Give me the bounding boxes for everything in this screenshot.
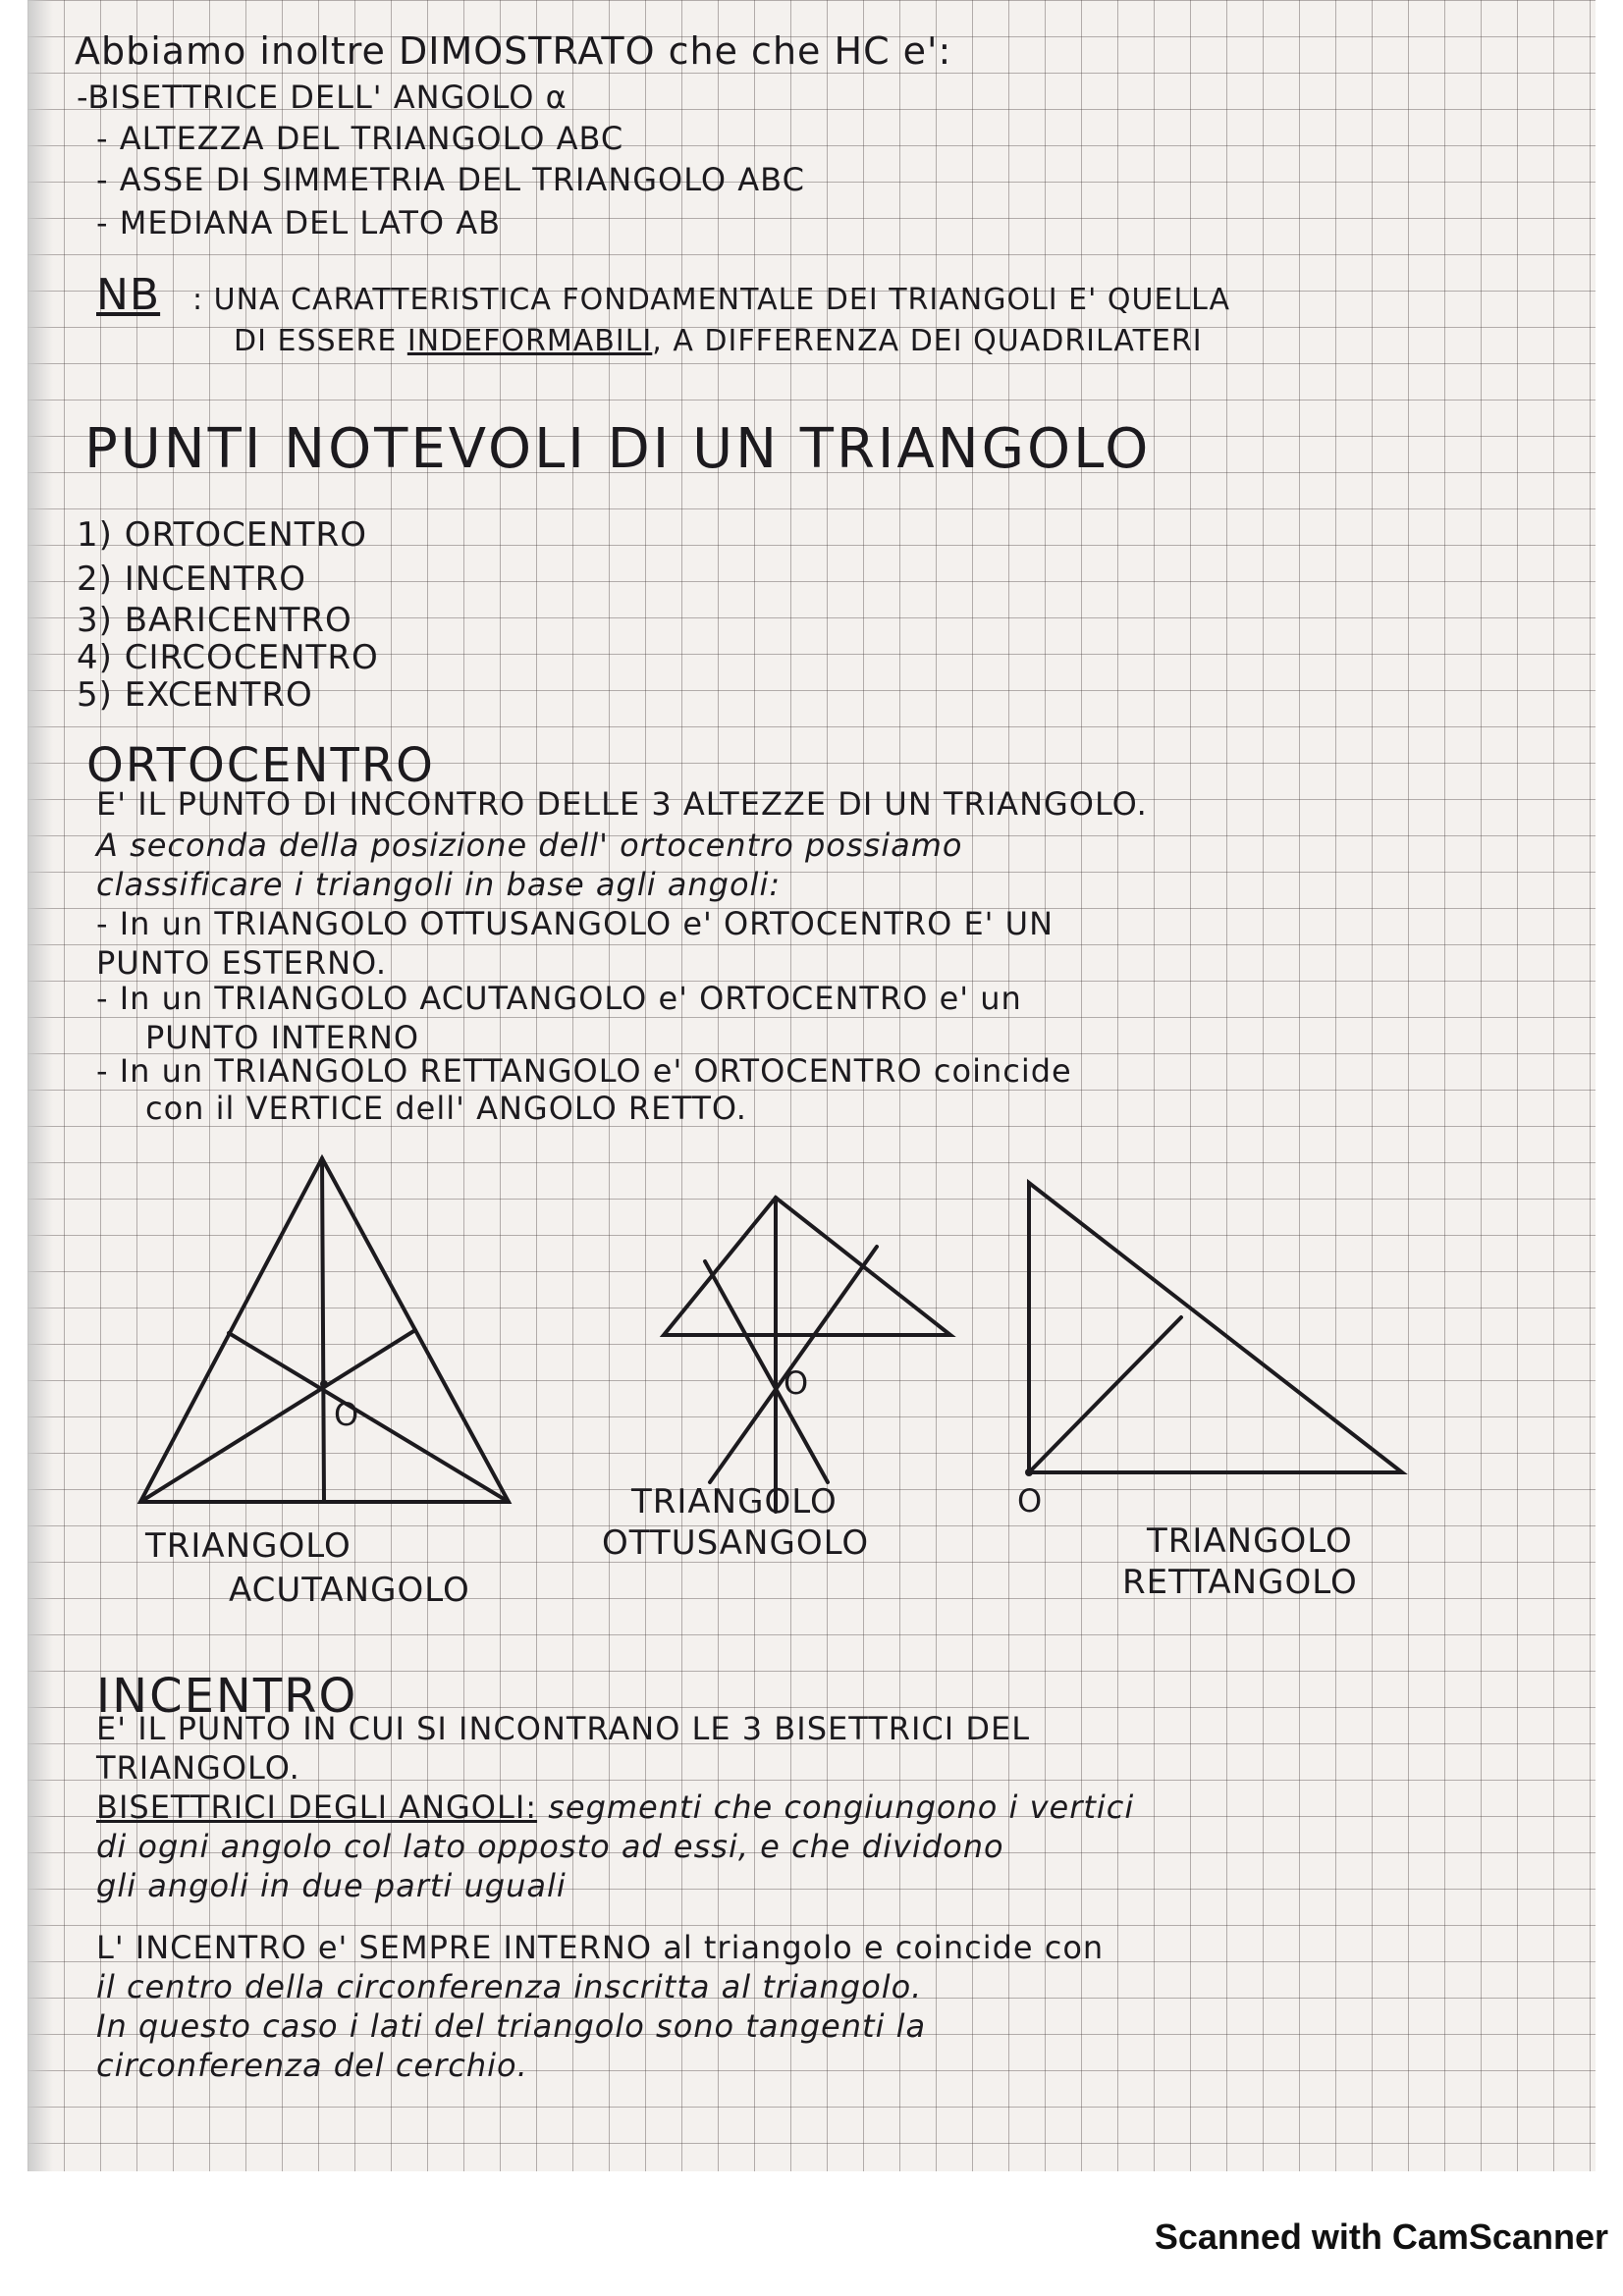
incentro-def-label: BISETTRICI DEGLI ANGOLI: bbox=[96, 1789, 538, 1826]
punti-item: 4) CIRCOCENTRO bbox=[77, 638, 379, 677]
ortocentro-line: classificare i triangoli in base agli angoli: bbox=[96, 866, 782, 903]
intro-item: - ALTEZZA DEL TRIANGOLO ABC bbox=[96, 120, 624, 157]
punti-item: 5) EXCENTRO bbox=[77, 675, 313, 715]
acute-caption: TRIANGOLO bbox=[145, 1526, 352, 1566]
ortocentro-line: - In un TRIANGOLO OTTUSANGOLO e' ORTOCENTRO E' UN bbox=[96, 905, 1054, 942]
scanner-watermark: Scanned with CamScanner bbox=[1154, 2216, 1608, 2257]
intro-item: - ASSE DI SIMMETRIA DEL TRIANGOLO ABC bbox=[96, 161, 805, 198]
incentro-line: TRIANGOLO. bbox=[96, 1749, 300, 1787]
right-altitude bbox=[1029, 1317, 1181, 1472]
intro-item: - MEDIANA DEL LATO AB bbox=[96, 204, 502, 241]
nb-line1: : UNA CARATTERISTICA FONDAMENTALE DEI TRIANGOLI E' QUELLA bbox=[192, 283, 1231, 317]
nb-line2 bbox=[234, 324, 1203, 358]
right-orthocenter-dot bbox=[1025, 1468, 1033, 1476]
nb-line2-pre: DI ESSERE bbox=[234, 324, 398, 358]
right-orthocenter-label: O bbox=[1017, 1482, 1044, 1520]
acute-altitude bbox=[140, 1330, 415, 1502]
obtuse-caption: OTTUSANGOLO bbox=[602, 1523, 870, 1563]
incentro-def bbox=[96, 1789, 1134, 1826]
punti-item: 2) INCENTRO bbox=[77, 560, 306, 599]
triangles-figure bbox=[106, 1139, 1441, 1649]
ortocentro-line: E' IL PUNTO DI INCONTRO DELLE 3 ALTEZZE DI UN TRIANGOLO. bbox=[96, 785, 1148, 823]
intro-item: -BISETTRICE DELL' ANGOLO α bbox=[77, 79, 568, 116]
right-caption: RETTANGOLO bbox=[1122, 1563, 1358, 1602]
obtuse-orthocenter-label: O bbox=[784, 1364, 810, 1402]
obtuse-caption: TRIANGOLO bbox=[631, 1482, 838, 1522]
ortocentro-title: ORTOCENTRO bbox=[86, 738, 435, 793]
punti-item: 3) BARICENTRO bbox=[77, 601, 352, 640]
ortocentro-line: PUNTO ESTERNO. bbox=[96, 944, 388, 982]
ortocentro-line: - In un TRIANGOLO ACUTANGOLO e' ORTOCENTRO e' un bbox=[96, 980, 1022, 1017]
incentro-para-line: circonferenza del cerchio. bbox=[96, 2047, 528, 2084]
right-caption: TRIANGOLO bbox=[1147, 1522, 1353, 1561]
ortocentro-line: con il VERTICE dell' ANGOLO RETTO. bbox=[145, 1090, 747, 1127]
incentro-def-line: gli angoli in due parti uguali bbox=[96, 1867, 567, 1904]
incentro-para-line: In questo caso i lati del triangolo sono tangenti la bbox=[96, 2007, 927, 2045]
acute-orthocenter-dot bbox=[320, 1380, 328, 1388]
notebook-page bbox=[27, 0, 1596, 2171]
nb-line2-emph: INDEFORMABILI bbox=[406, 324, 653, 358]
punti-title: PUNTI NOTEVOLI DI UN TRIANGOLO bbox=[84, 417, 1152, 481]
incentro-para-line: il centro della circonferenza inscritta al triangolo. bbox=[96, 1968, 923, 2005]
ortocentro-line: A seconda della posizione dell' ortocentro possiamo bbox=[96, 827, 963, 864]
nb-label: NB bbox=[96, 270, 161, 320]
incentro-line: E' IL PUNTO IN CUI SI INCONTRANO LE 3 BISETTRICI DEL bbox=[96, 1710, 1031, 1747]
nb-line2-post: , A DIFFERENZA DEI QUADRILATERI bbox=[652, 324, 1203, 358]
incentro-def-text: segmenti che congiungono i vertici bbox=[548, 1789, 1135, 1826]
right-triangle bbox=[1029, 1183, 1402, 1472]
acute-caption: ACUTANGOLO bbox=[229, 1571, 470, 1610]
ortocentro-line: PUNTO INTERNO bbox=[145, 1019, 420, 1056]
punti-item: 1) ORTOCENTRO bbox=[77, 515, 367, 555]
incentro-title: INCENTRO bbox=[96, 1669, 358, 1724]
incentro-para-line: L' INCENTRO e' SEMPRE INTERNO al triangolo e coincide con bbox=[96, 1929, 1105, 1966]
obtuse-altitude bbox=[705, 1261, 828, 1482]
incentro-def-line: di ogni angolo col lato opposto ad essi, e che dividono bbox=[96, 1828, 1004, 1865]
intro-heading: Abbiamo inoltre DIMOSTRATO che che HC e': bbox=[75, 29, 952, 73]
ortocentro-line: - In un TRIANGOLO RETTANGOLO e' ORTOCENTRO coincide bbox=[96, 1052, 1072, 1090]
acute-altitude bbox=[322, 1158, 324, 1502]
acute-orthocenter-label: O bbox=[334, 1396, 360, 1433]
